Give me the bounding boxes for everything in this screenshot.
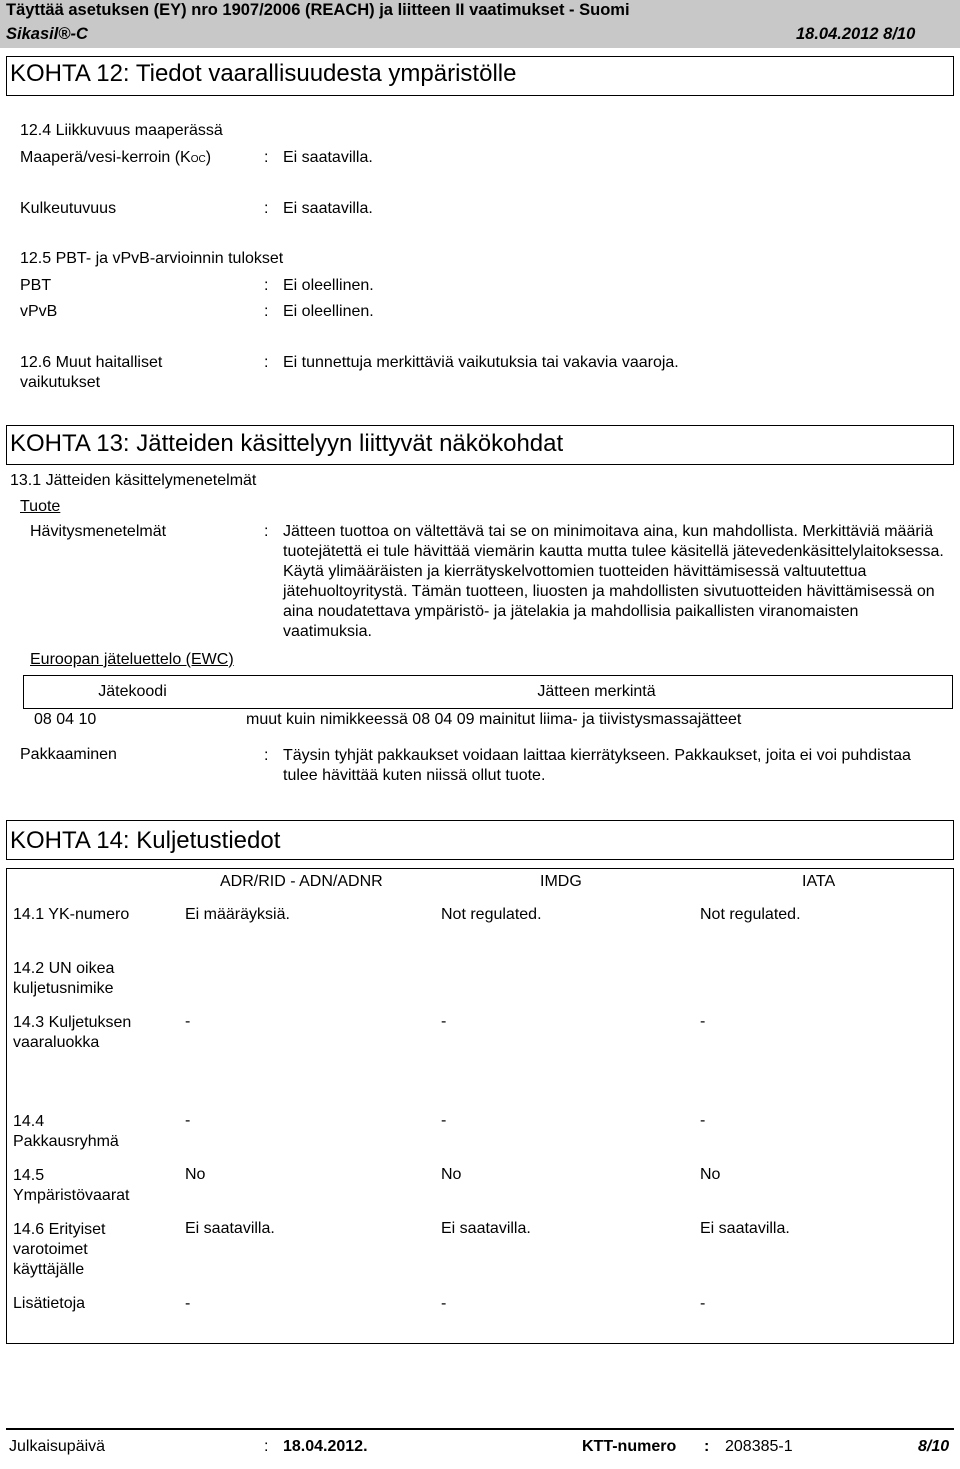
row-vaaraluokka-iata: - [700,1013,706,1030]
vpvb-value: Ei oleellinen. [283,303,374,320]
vpvb-label: vPvB [20,303,58,320]
section-14-title: KOHTA 14: Kuljetustiedot [10,827,281,854]
ewc-label: Euroopan jäteluettelo (EWC) [30,651,234,668]
ewc-code: 08 04 10 [34,711,97,728]
col-imdg: IMDG [540,873,582,890]
col-iata: IATA [802,873,836,890]
pakkaaminen-label: Pakkaaminen [20,746,117,763]
footer-ktt-colon: : [704,1438,710,1455]
header-product: Sikasil®-C [6,25,88,43]
row-erityiset-adr: Ei saatavilla. [185,1220,275,1237]
havitys-colon: : [264,523,269,540]
row-vaaraluokka-imdg: - [441,1013,447,1030]
footer-pub-label: Julkaisupäivä [9,1438,106,1455]
havitys-label: Hävitysmenetelmät [30,523,167,540]
row-pakkausryhma-label: 14.4 Pakkausryhmä [13,1113,119,1150]
row-pakkausryhma-iata: - [700,1112,706,1129]
footer-page: 8/10 [918,1438,950,1455]
subsection-12-5: 12.5 PBT- ja vPvB-arvioinnin tulokset [20,250,284,267]
row-yk-label: 14.1 YK-numero [13,906,130,923]
pbt-value: Ei oleellinen. [283,277,374,294]
footer-ktt-value: 208385-1 [725,1438,793,1455]
transport-table [6,868,954,1344]
ewc-col-code: Jätekoodi [98,683,167,700]
row-yk-iata: Not regulated. [700,906,801,923]
header-date-page: 18.04.2012 8/10 [796,25,916,43]
section-12-title: KOHTA 12: Tiedot vaarallisuudesta ympäristölle [10,60,517,87]
ewc-table [23,675,953,709]
col-adr: ADR/RID - ADN/ADNR [220,873,383,890]
footer-ktt-label: KTT-numero [582,1438,677,1455]
subsection-13-1: 13.1 Jätteiden käsittelymenetelmät [10,472,257,489]
pbt-label: PBT [20,277,52,294]
row-erityiset-imdg: Ei saatavilla. [441,1220,531,1237]
section-13-title: KOHTA 13: Jätteiden käsittelyyn liittyvät näkökohdat [10,430,564,457]
row-yk-imdg: Not regulated. [441,906,542,923]
footer-rule [6,1428,954,1430]
row-ymparistovaarat-iata: No [700,1166,721,1183]
row-erityiset-label: 14.6 Erityiset varotoimet käyttäjälle [13,1221,106,1278]
footer-pub-colon: : [264,1438,269,1455]
kulkeutuvuus-value: Ei saatavilla. [283,200,373,217]
row-lisatietoja-label: Lisätietoja [13,1295,86,1312]
havitys-text: Jätteen tuottoa on vältettävä tai se on minimoitava aina, kun mahdollista. Merkittäviä määriä tuotejätettä ei tule hävittää viemärin kautta mutta tulee käsitellä jätevedenkäsittelylaitoksessa. Käytä ylimääräisten ja kierrätyskelvottomien tuotteiden hävittämisessä valtuutettua jätehuoltoyritystä. Tämän tuotteen, liuosten ja mahdollisten sivutuotteiden hävittämisessä on aina noudatettava ympäristö- ja jätelakia ja mahdollisia paikallisten viranomaisten vaatimuksia. [283,523,944,640]
header-title: Täyttää asetuksen (EY) nro 1907/2006 (REACH) ja liitteen II vaatimukset - Suomi [6,1,630,19]
row-vaaraluokka-label: 14.3 Kuljetuksen vaaraluokka [13,1014,132,1051]
ewc-col-desc: Jätteen merkintä [537,683,656,700]
pbt-colon: : [264,277,269,294]
footer-pub-date: 18.04.2012. [283,1438,368,1455]
row-lisatietoja-iata: - [700,1295,706,1312]
row-vaaraluokka-adr: - [185,1013,191,1030]
row-erityiset-iata: Ei saatavilla. [700,1220,790,1237]
subsection-12-6-cont: vaikutukset [20,374,101,391]
row-yk-adr: Ei määräyksiä. [185,906,290,923]
pakkaaminen-text: Täysin tyhjät pakkaukset voidaan laittaa kierrätykseen. Pakkaukset, joita ei voi puhdistaa tulee hävittää kuten niissä ollut tuote. [283,747,911,784]
tuote-label: Tuote [20,498,61,515]
muut-value: Ei tunnettuja merkittäviä vaikutuksia tai vakavia vaaroja. [283,354,679,371]
row-lisatietoja-adr: - [185,1295,191,1312]
row-un-label: 14.2 UN oikea kuljetusnimike [13,960,115,997]
vpvb-colon: : [264,303,269,320]
row-pakkausryhma-adr: - [185,1112,191,1129]
row-ymparistovaarat-adr: No [185,1166,206,1183]
koc-label: Maaperä/vesi-kerroin (KOC) [20,149,212,166]
koc-colon: : [264,149,269,166]
subsection-12-4: 12.4 Liikkuvuus maaperässä [20,122,223,139]
kulkeutuvuus-colon: : [264,200,269,217]
ewc-header-row [24,676,952,708]
pakkaaminen-colon: : [264,747,269,764]
subsection-12-6: 12.6 Muut haitalliset [20,354,163,371]
muut-colon: : [264,354,269,371]
row-ymparistovaarat-imdg: No [441,1166,462,1183]
row-pakkausryhma-imdg: - [441,1112,447,1129]
kulkeutuvuus-label: Kulkeutuvuus [20,200,117,217]
koc-value: Ei saatavilla. [283,149,373,166]
row-ymparistovaarat-label: 14.5 Ympäristövaarat [13,1167,130,1204]
row-lisatietoja-imdg: - [441,1295,447,1312]
ewc-description: muut kuin nimikkeessä 08 04 09 mainitut liima- ja tiivistysmassajätteet [246,711,742,728]
